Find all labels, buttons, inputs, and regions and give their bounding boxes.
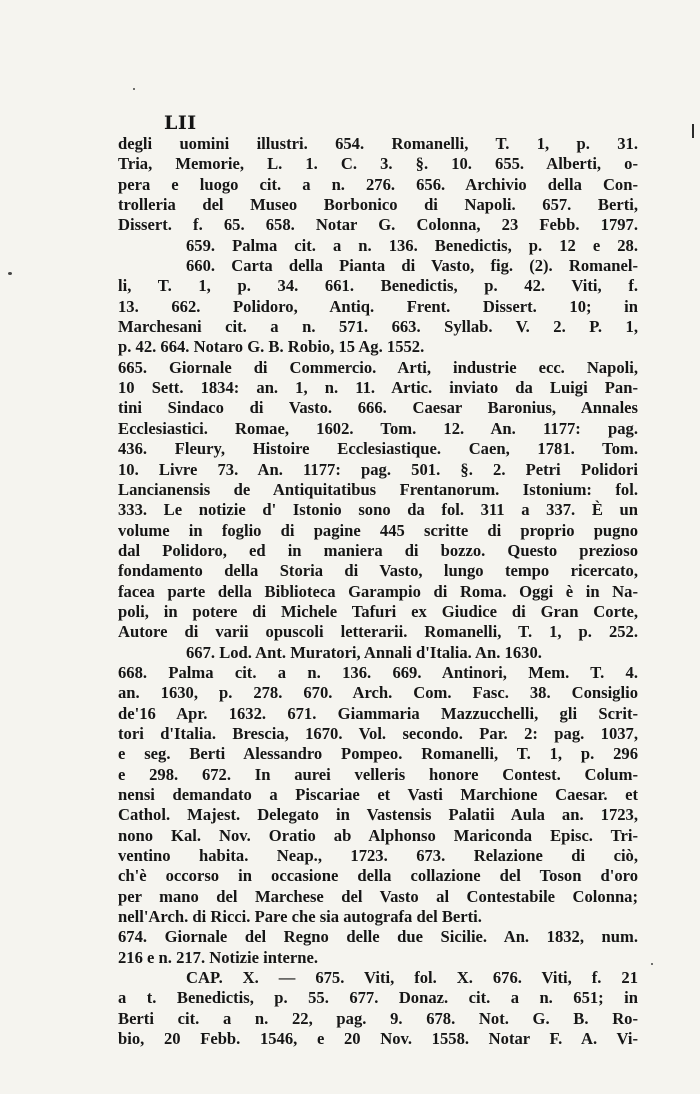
- text-line: poli, in potere di Michele Tafuri ex Giudice di Gran Corte,: [118, 601, 638, 621]
- text-line: 436. Fleury, Histoire Ecclesiastique. Caen, 1781. Tom.: [118, 439, 638, 459]
- text-line: p. 42. 664. Notaro G. B. Robio, 15 Ag. 1552.: [118, 337, 425, 357]
- text-line: Autore di varii opuscoli letterarii. Romanelli, T. 1, p. 252.: [118, 622, 638, 642]
- text-line: volume in foglio di pagine 445 scritte di proprio pugno: [118, 520, 638, 540]
- text-line: 333. Le notizie d' Istonio sono da fol. 311 a 337. È un: [118, 500, 638, 520]
- text-line: an. 1630, p. 278. 670. Arch. Com. Fasc. 38. Consiglio: [118, 683, 638, 703]
- text-line: fondamento della Storia di Vasto, lungo tempo ricercato,: [118, 561, 638, 581]
- text-line: Dissert. f. 65. 658. Notar G. Colonna, 23 Febb. 1797.: [118, 215, 638, 235]
- text-line: tori d'Italia. Brescia, 1670. Vol. secondo. Par. 2: pag. 1037,: [118, 723, 638, 743]
- text-line: Tria, Memorie, L. 1. C. 3. §. 10. 655. Alberti, o-: [118, 154, 638, 174]
- text-line: 659. Palma cit. a n. 136. Benedictis, p. 12 e 28.: [186, 235, 638, 255]
- text-line: 10 Sett. 1834: an. 1, n. 11. Artic. inviato da Luigi Pan-: [118, 378, 638, 398]
- text-line: 10. Livre 73. An. 1177: pag. 501. §. 2. Petri Polidori: [118, 459, 638, 479]
- text-line: 660. Carta della Pianta di Vasto, fig. (2). Romanel-: [186, 256, 638, 276]
- text-line: bio, 20 Febb. 1546, e 20 Nov. 1558. Notar F. A. Vi-: [118, 1029, 638, 1049]
- text-line: per mano del Marchese del Vasto al Contestabile Colonna;: [118, 886, 638, 906]
- text-line: trolleria del Museo Borbonico di Napoli. 657. Berti,: [118, 195, 638, 215]
- text-line: tini Sindaco di Vasto. 666. Caesar Baronius, Annales: [118, 398, 638, 418]
- ink-speck: [8, 272, 12, 275]
- text-line: 674. Giornale del Regno delle due Sicilie. An. 1832, num.: [118, 927, 638, 947]
- text-line: Cathol. Majest. Delegato in Vastensis Palatii Aula an. 1723,: [118, 805, 638, 825]
- text-line: facea parte della Biblioteca Garampio di Roma. Oggi è in Na-: [118, 581, 638, 601]
- text-line: 668. Palma cit. a n. 136. 669. Antinori, Mem. T. 4.: [118, 662, 638, 682]
- page-number-header: LII: [164, 112, 197, 134]
- text-line: ventino habita. Neap., 1723. 673. Relazione di ciò,: [118, 846, 638, 866]
- text-line: li, T. 1, p. 34. 661. Benedictis, p. 42. Viti, f.: [118, 276, 638, 296]
- text-line: Marchesani cit. a n. 571. 663. Syllab. V. 2. P. 1,: [118, 317, 638, 337]
- text-line: Ecclesiastici. Romae, 1602. Tom. 12. An. 1177: pag.: [118, 418, 638, 438]
- text-line: e seg. Berti Alessandro Pompeo. Romanelli, T. 1, p. 296: [118, 744, 638, 764]
- text-line: nensi demandato a Piscariae et Vasti Marchione Caesar. et: [118, 785, 638, 804]
- text-line: ch'è occorso in occasione della collazione del Toson d'oro: [118, 866, 638, 886]
- text-line: de'16 Apr. 1632. 671. Giammaria Mazzucchelli, gli Scrit-: [118, 703, 638, 723]
- text-line: 665. Giornale di Commercio. Arti, industrie ecc. Napoli,: [118, 357, 638, 377]
- footnotes-text-block: [118, 134, 638, 1049]
- text-line: pera e luogo cit. a n. 276. 656. Archivio della Con-: [118, 174, 638, 194]
- text-line: dal Polidoro, ed in maniera di bozzo. Questo prezioso: [118, 540, 638, 560]
- text-line: degli uomini illustri. 654. Romanelli, T. 1, p. 31.: [118, 134, 638, 153]
- text-line: Berti cit. a n. 22, pag. 9. 678. Not. G. B. Ro-: [118, 1008, 638, 1028]
- text-line: CAP. X. — 675. Viti, fol. X. 676. Viti, f. 21: [186, 968, 638, 988]
- text-line: a t. Benedictis, p. 55. 677. Donaz. cit. a n. 651; in: [118, 988, 638, 1008]
- text-line: nono Kal. Nov. Oratio ab Alphonso Mariconda Episc. Tri-: [118, 825, 638, 845]
- text-line: Lancianensis de Antiquitatibus Frentanorum. Istonium: fol.: [118, 479, 638, 499]
- ink-speck: [133, 88, 135, 90]
- text-line: 216 e n. 217. Notizie interne.: [118, 947, 319, 967]
- margin-mark: [692, 124, 694, 138]
- text-line: 667. Lod. Ant. Muratori, Annali d'Italia. An. 1630.: [186, 642, 542, 662]
- text-line: e 298. 672. In aurei velleris honore Contest. Colum-: [118, 764, 638, 784]
- text-line: 13. 662. Polidoro, Antiq. Frent. Dissert. 10; in: [118, 296, 638, 316]
- ink-speck: [651, 963, 653, 965]
- text-line: nell'Arch. di Ricci. Pare che sia autografa del Berti.: [118, 907, 482, 927]
